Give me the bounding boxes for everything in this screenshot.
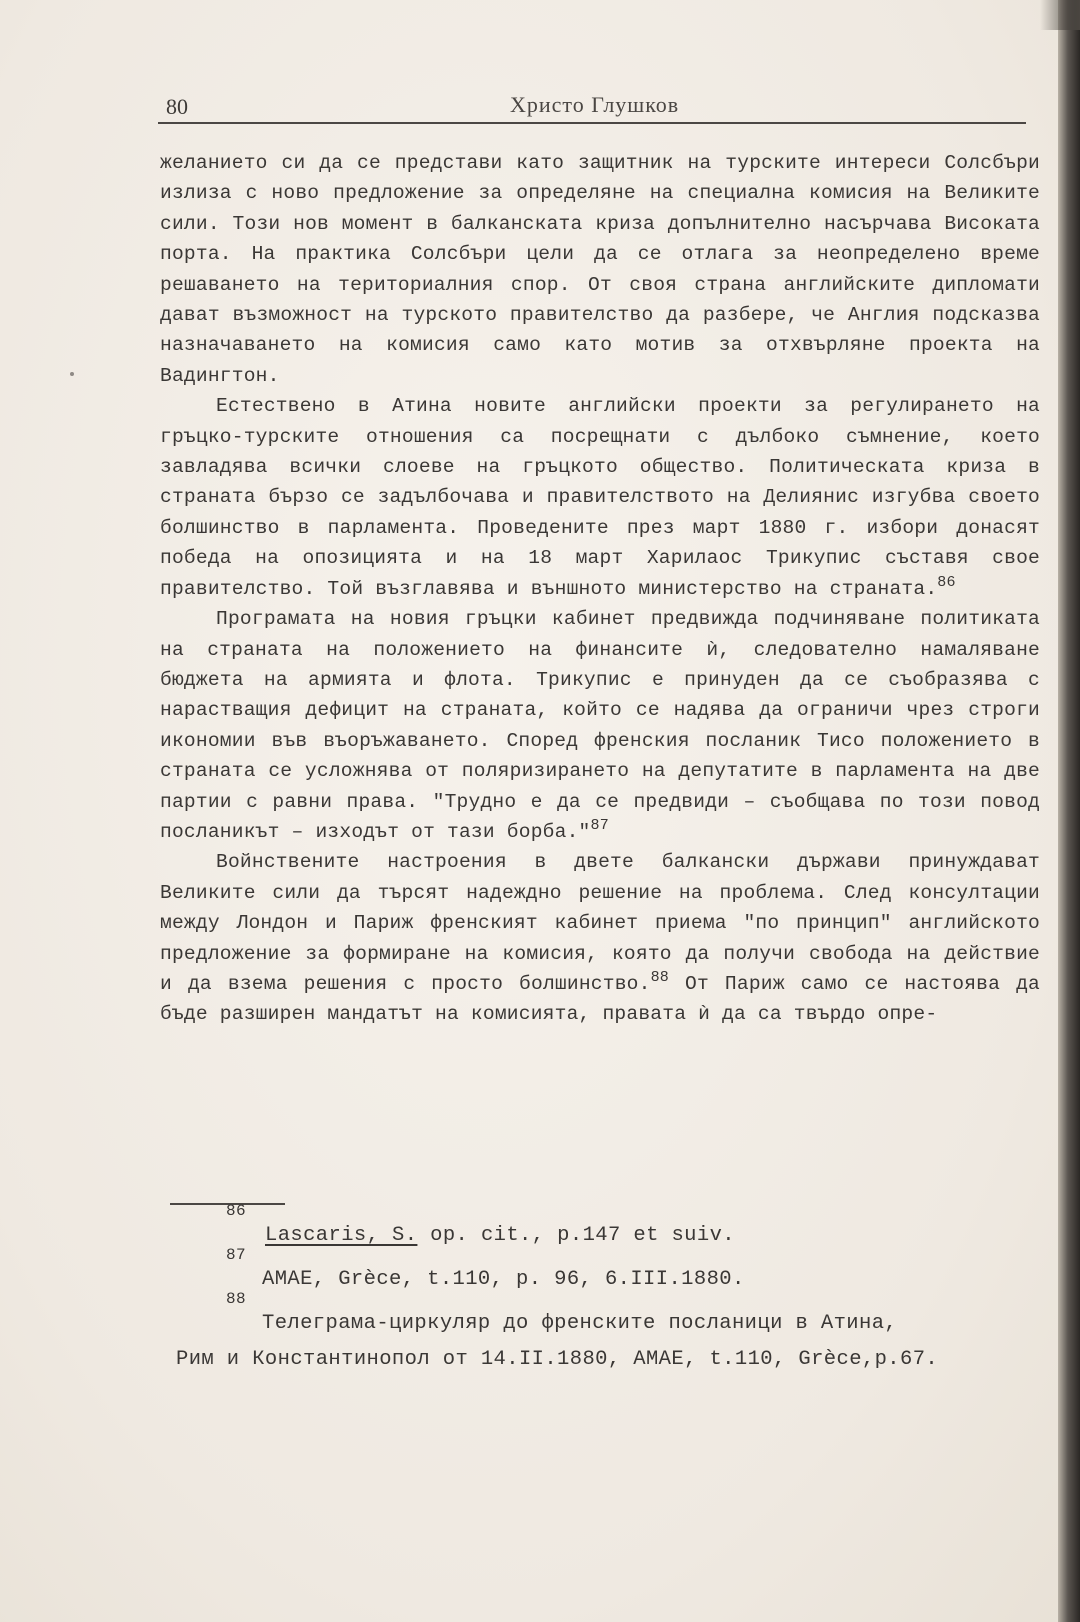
running-head: Христо Глушков (510, 92, 680, 117)
footnote (160, 1202, 1040, 1254)
footnote-text: Телеграма-циркуляр до френските посланици в Атина, (262, 1312, 898, 1335)
paragraph (160, 604, 1040, 847)
main-text (160, 148, 1040, 1030)
footnote-number: 87 (226, 1246, 247, 1264)
footnote-number: 86 (226, 1202, 247, 1220)
page-binding-edge (1058, 0, 1080, 1622)
paragraph (160, 148, 1040, 391)
paragraph (160, 847, 1040, 1029)
paragraph-text: Естествено в Атина новите английски проекти за регулирането на гръцко-турските отношения са посрещнати с дълбоко съмнение, което завладява всички слоеве на гръцкото общество. Политическата криза в страната бързо се задълбочава и правителството на Делиянис изгубва своето болшинство в парламента. Проведените през март 1880 г. избори донасят победа на опозицията и на 18 март Харилаос Трикупис съставя свое правителство. Той възглавява и външното министерство на страната. (160, 395, 1040, 600)
footnote-author: Lascaris, S. (265, 1224, 418, 1247)
page-header (158, 88, 1026, 126)
paragraph-text: От Париж само се настоява да бъде разширен мандатът на комисията, правата ѝ да са твърдо опре- (160, 972, 1040, 1026)
footnote (160, 1290, 1040, 1378)
footnote-number: 88 (226, 1290, 247, 1308)
paragraph-text: Войнствените настроения в двете балкански държави принуждават Великите сили да търсят надеждно решение на проблема. След консултации между Лондон и Париж френският кабинет приема "по принцип" английското предложение за формиране на комисия, която да получи свобода на действие и да взема решения с просто болшинство. (160, 851, 1040, 995)
footnote-text-continued: Рим и Константинопол от 14.II.1880, AMAE, t.110, Grèce,p.67. (176, 1348, 939, 1371)
page-corner-shadow (1040, 0, 1080, 30)
margin-speck (70, 372, 74, 376)
footnote (160, 1246, 1040, 1298)
footnote-text: AMAE, Grèce, t.110, p. 96, 6.III.1880. (262, 1268, 745, 1291)
header-rule (158, 122, 1026, 124)
footnote-citation: op. cit., p.147 et suiv. (417, 1224, 735, 1247)
footnotes (160, 1202, 1040, 1386)
page-number: 80 (166, 94, 188, 119)
footnote-ref: 87 (590, 816, 609, 834)
footnote-text (222, 1218, 735, 1254)
footnote-ref: 88 (650, 968, 669, 986)
footnote-ref: 86 (937, 573, 956, 591)
paragraph (160, 391, 1040, 604)
paragraph-text: желанието си да се представи като защитник на турските интереси Солсбъри излиза с ново предложение за определяне на специална комисия на Великите сили. Този нов момент в балканската криза допълнително насърчава Високата порта. На практика Солсбъри цели да се отлага за неопределено време решаването на териториалния спор. От своя страна английските дипломати дават възможност на турското правителство да разбере, че Англия подсказва назначаването на комисия само като мотив за отхвърляне проекта на Вадингтон. (160, 152, 1040, 387)
paragraph-text: Програмата на новия гръцки кабинет предвижда подчиняване политиката на страната на положението на финансите ѝ, следователно намаляване бюджета на армията и флота. Трикупис е принуден да се съобразява с нарастващия дефицит на страната, който се надява да ограничи чрез строги икономии във въоръжаването. Според френския посланик Тисо положението в страната се усложнява от поляризирането на депутатите в парламента на две партии с равни права. "Трудно е да се предвиди – съобщава по този повод посланикът – изходът от тази борба." (160, 608, 1040, 843)
